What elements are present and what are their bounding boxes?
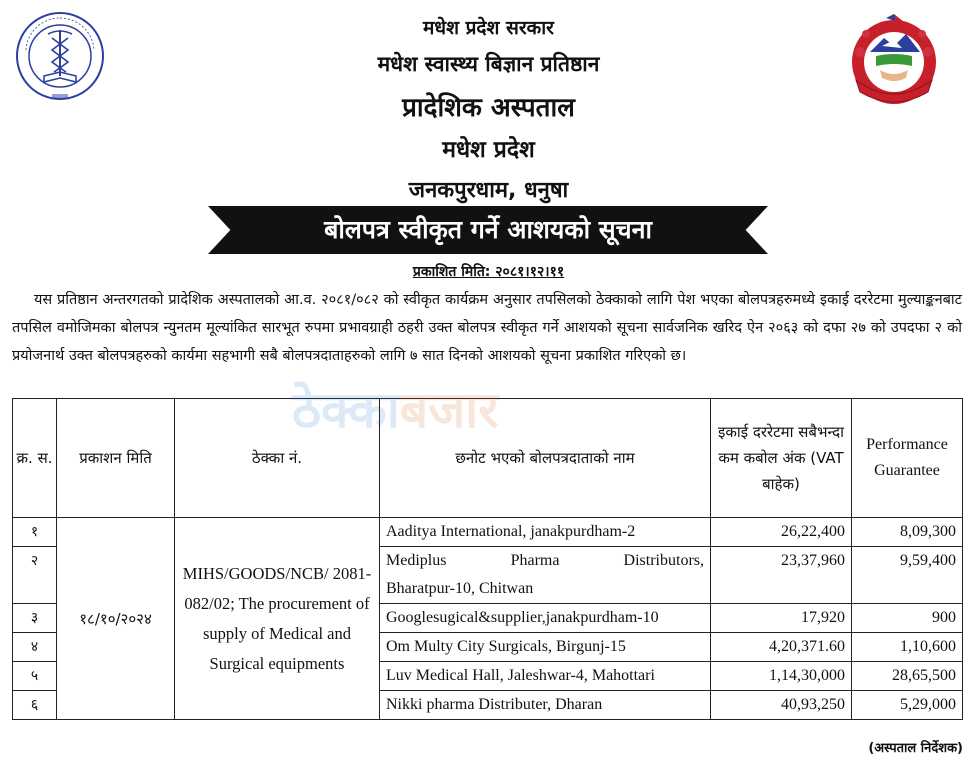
bidder-name: Googlesugical&supplier,janakpurdham-10 [380,604,711,633]
bid-amount: 26,22,400 [711,518,852,547]
province-title: मधेश प्रदेश [442,137,535,163]
header-sn: क्र. स. [13,399,57,518]
watermark [292,383,672,437]
guarantee-amount: 1,10,600 [852,633,963,662]
location-title: जनकपुरधाम, धनुषा [408,178,569,203]
bidder-name: Om Multy City Surgicals, Birgunj-15 [380,633,711,662]
bid-amount: 4,20,371.60 [711,633,852,662]
table-row [13,518,963,547]
row-sn: २ [13,547,57,604]
intro-paragraph: यस प्रतिष्ठान अन्तरगतको प्रादेशिक अस्पतालको आ.व. २०८१/०८२ को स्वीकृत कार्यक्रम अनुसार तपसिलको ठेक्काको लागि पेश भएका बोलपत्रहरुमध्ये इकाई दररेटमा मुल्याङ्कनबाट तपसिल वमोजिमका बोलपत्र न्युनतम मूल्यांकित सारभूत रुपमा प्रभावग्राही ठहरी उक्त बोलपत्र स्वीकृत गर्ने आशयको सूचना सार्वजनिक खरिद ऐन २०६३ को दफा २७ को उपदफा २ को प्रयोजनार्थ उक्त बोलपत्रहरुको कार्यमा सहभागी सबै बोलपत्रदाताहरुको लागि ७ सात दिनको आशयको सूचना प्रकाशित गरिएको छ। [12,292,962,364]
award-table [12,398,963,720]
watermark-part2: बजार [399,381,499,439]
header-bidder-name: छनोट भएको बोलपत्रदाताको नाम [380,399,711,518]
guarantee-amount: 8,09,300 [852,518,963,547]
bid-amount: 23,37,960 [711,547,852,604]
row-sn: ६ [13,691,57,720]
bidder-name-line1: Mediplus Pharma Distributors, [386,552,704,569]
guarantee-amount: 9,59,400 [852,547,963,604]
government-title: मधेश प्रदेश सरकार [423,17,554,39]
bidder-name: Aaditya International, janakpurdham-2 [380,518,711,547]
row-sn: १ [13,518,57,547]
contract-no-cell: MIHS/GOODS/NCB/ 2081-082/02; The procurement of supply of Medical and Surgical equipments [175,518,380,720]
published-date: प्रकाशित मिति: २०८१।१२।११ [412,264,565,280]
header-performance-guarantee: Performance Guarantee [852,399,963,518]
guarantee-amount: 900 [852,604,963,633]
header-publication-date: प्रकाशन मिति [57,399,175,518]
header-lowest-rate: इकाई दररेटमा सबैभन्दा कम कबोल अंक (VAT बाहेक) [711,399,852,518]
signatory: (अस्पताल निर्देशक) [868,741,963,756]
row-sn: ४ [13,633,57,662]
bidder-name-line2: Bharatpur-10, Chitwan [386,580,534,597]
row-sn: ५ [13,662,57,691]
institute-title: मधेश स्वास्थ्य बिज्ञान प्रतिष्ठान [377,52,600,76]
bid-amount: 17,920 [711,604,852,633]
header-contract-no: ठेक्का नं. [175,399,380,518]
publication-date-cell: १८/१०/२०२४ [57,518,175,720]
guarantee-amount: 28,65,500 [852,662,963,691]
bid-amount: 40,93,250 [711,691,852,720]
bidder-name [380,547,711,604]
watermark-part1: ठेक्का [292,381,400,439]
row-sn: ३ [13,604,57,633]
hospital-title: प्रादेशिक अस्पताल [402,93,575,123]
bidder-name: Luv Medical Hall, Jaleshwar-4, Mahottari [380,662,711,691]
bidder-name: Nikki pharma Distributer, Dharan [380,691,711,720]
bid-amount: 1,14,30,000 [711,662,852,691]
notice-title: बोलपत्र स्वीकृत गर्ने आशयको सूचना [324,215,652,244]
guarantee-amount: 5,29,000 [852,691,963,720]
